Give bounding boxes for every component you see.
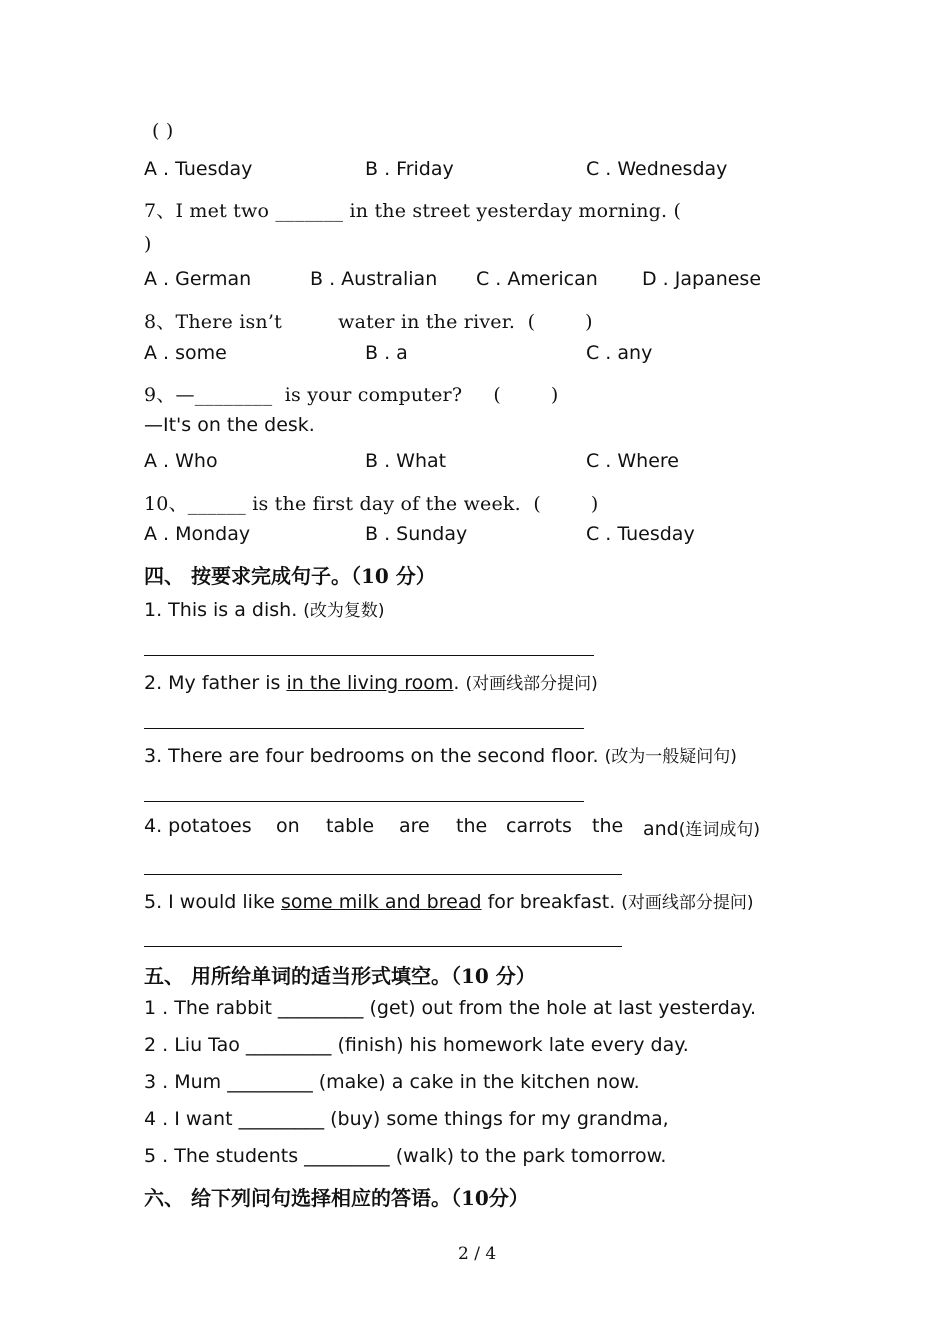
- q9-option-c: C . Where: [586, 450, 679, 472]
- s4-item-4-word: are: [399, 815, 430, 837]
- answer-line-2[interactable]: [144, 728, 584, 729]
- q9-answer: —It's on the desk.: [144, 414, 315, 436]
- q7-option-a: A . German: [144, 268, 252, 290]
- s4-item-3: 3. There are four bedrooms on the second floor. (改为一般疑问句): [144, 745, 737, 767]
- s5-item-1: 1 . The rabbit _________ (get) out from the hole at last yesterday.: [144, 997, 757, 1019]
- s5-item-4: 4 . I want _________ (buy) some things for my grandma,: [144, 1108, 669, 1130]
- page-number: 2 / 4: [458, 1244, 497, 1264]
- s5-item-2: 2 . Liu Tao _________ (finish) his homework late every day.: [144, 1034, 689, 1056]
- s4-item-4-word: and(连词成句): [643, 818, 761, 840]
- q10-text: 10、______ is the first day of the week. ( ): [144, 493, 599, 515]
- q7-option-c: C . American: [476, 268, 598, 290]
- s5-item-3: 3 . Mum _________ (make) a cake in the kitchen now.: [144, 1071, 640, 1093]
- section5-title: 五、 用所给单词的适当形式填空。（10 分）: [144, 964, 536, 988]
- answer-line-4[interactable]: [144, 874, 622, 875]
- s5-item-5: 5 . The students _________ (walk) to the park tomorrow.: [144, 1145, 667, 1167]
- q8-text: 8、There isn’t water in the river. ( ): [144, 311, 593, 333]
- s4-item-5: 5. I would like some milk and bread for breakfast. (对画线部分提问): [144, 891, 754, 913]
- q8-option-c: C . any: [586, 342, 653, 364]
- q9-option-b: B . What: [365, 450, 447, 472]
- s4-item-4-word: the: [456, 815, 488, 837]
- q7-text: 7、I met two _______ in the street yesterday morning. (: [144, 200, 682, 222]
- q6-paren: ( ): [152, 120, 174, 142]
- q10-option-c: C . Tuesday: [586, 523, 695, 545]
- s4-item-4-word: 4. potatoes: [144, 815, 252, 837]
- section6-title: 六、 给下列问句选择相应的答语。（10分）: [144, 1186, 529, 1210]
- s4-item-4-word: on: [276, 815, 300, 837]
- q7-option-d: D . Japanese: [642, 268, 762, 290]
- q6-option-c: C . Wednesday: [586, 158, 728, 180]
- s4-item-4-word: table: [326, 815, 375, 837]
- q8-option-b: B . a: [365, 342, 408, 364]
- s4-item-1: 1. This is a dish. (改为复数): [144, 599, 385, 621]
- q7-option-b: B . Australian: [310, 268, 438, 290]
- q6-option-a: A . Tuesday: [144, 158, 253, 180]
- q9-option-a: A . Who: [144, 450, 218, 472]
- q10-option-b: B . Sunday: [365, 523, 468, 545]
- s4-item-4-word: carrots: [506, 815, 572, 837]
- answer-line-3[interactable]: [144, 801, 584, 802]
- q10-option-a: A . Monday: [144, 523, 251, 545]
- q9-text: 9、—________ is your computer? ( ): [144, 384, 559, 406]
- q7-close-paren: ): [144, 233, 152, 255]
- answer-line-5[interactable]: [144, 946, 622, 947]
- s4-item-4-word: the: [592, 815, 624, 837]
- s4-item-2: 2. My father is in the living room. (对画线部分提问): [144, 672, 598, 694]
- section4-title: 四、 按要求完成句子。（10 分）: [144, 564, 436, 588]
- answer-line-1[interactable]: [144, 655, 594, 656]
- q6-option-b: B . Friday: [365, 158, 454, 180]
- q8-option-a: A . some: [144, 342, 227, 364]
